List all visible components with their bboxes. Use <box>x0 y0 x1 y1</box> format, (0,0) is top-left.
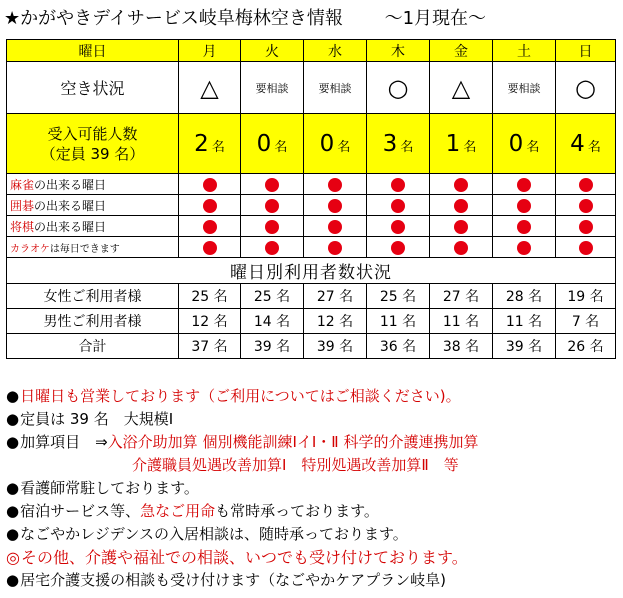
capacity-unit: 名 <box>526 139 540 155</box>
usage-cell: 39 名 <box>241 334 304 359</box>
capacity-cell <box>304 114 367 174</box>
day-header-row <box>7 40 616 62</box>
usage-cell: 12 名 <box>179 309 241 334</box>
availability-label: 空き状況 <box>7 62 179 114</box>
usage-cell: 25 名 <box>241 284 304 309</box>
available-dot-icon <box>454 178 468 192</box>
available-dot-icon <box>454 220 468 234</box>
note-additions: ●加算項目 ⇒入浴介助加算 個別機能訓練ⅠイⅠ・Ⅱ 科学的介護連携加算 <box>6 433 479 451</box>
day-cell: 水 <box>304 40 367 62</box>
note-sunday: ●日曜日も営業しております（ご利用についてはご相談ください)。 <box>6 387 461 405</box>
note-nurse: ●看護師常駐しております。 <box>6 479 199 497</box>
title-main: ★かがやきデイサービス岐阜梅林空き情報 <box>4 8 343 29</box>
activity-rest: は毎日できます <box>49 243 120 255</box>
usage-cell: 39 名 <box>493 334 556 359</box>
usage-cell: 11 名 <box>430 309 493 334</box>
activity-accent: 麻雀 <box>10 177 35 192</box>
available-dot-icon <box>579 220 593 234</box>
usage-cell: 26 名 <box>556 334 616 359</box>
capacity-number: 0 <box>508 130 524 157</box>
bullet-icon: ● <box>6 410 20 428</box>
available-dot-icon <box>391 199 405 213</box>
usage-cell: 7 名 <box>556 309 616 334</box>
activity-day-cell <box>493 237 556 258</box>
activity-day-cell <box>179 174 241 195</box>
activity-row <box>7 195 616 216</box>
activity-label <box>7 216 179 237</box>
activity-row <box>7 237 616 258</box>
activity-day-cell <box>179 237 241 258</box>
availability-cell: ○ <box>367 62 430 114</box>
available-dot-icon <box>328 241 342 255</box>
capacity-unit: 名 <box>274 139 288 155</box>
note-additions-cont: 介護職員処遇改善加算Ⅰ 特別処遇改善加算Ⅱ 等 <box>132 456 459 474</box>
activity-day-cell <box>241 195 304 216</box>
available-dot-icon <box>265 241 279 255</box>
capacity-unit: 名 <box>211 139 225 155</box>
availability-cell: △ <box>179 62 241 114</box>
available-dot-icon <box>203 199 217 213</box>
activity-day-cell <box>430 174 493 195</box>
day-cell: 木 <box>367 40 430 62</box>
available-dot-icon <box>391 241 405 255</box>
capacity-unit: 名 <box>463 139 477 155</box>
usage-label: 合計 <box>7 334 179 359</box>
activity-day-cell <box>430 237 493 258</box>
capacity-label <box>7 114 179 174</box>
capacity-number: 0 <box>319 130 335 157</box>
activity-day-cell <box>430 216 493 237</box>
capacity-cell <box>493 114 556 174</box>
day-cell: 月 <box>179 40 241 62</box>
activity-day-cell <box>367 237 430 258</box>
bullet-icon: ● <box>6 433 20 451</box>
usage-cell: 27 名 <box>430 284 493 309</box>
bullet-icon: ● <box>6 479 20 497</box>
usage-row <box>7 309 616 334</box>
capacity-number: 1 <box>445 130 461 157</box>
activity-day-cell <box>493 195 556 216</box>
availability-cell: 要相談 <box>493 62 556 114</box>
notes-list <box>6 385 618 592</box>
usage-cell: 27 名 <box>304 284 367 309</box>
title-subtitle: 〜1月現在〜 <box>384 8 487 29</box>
activity-label <box>7 237 179 258</box>
capacity-cell <box>241 114 304 174</box>
usage-row <box>7 284 616 309</box>
capacity-cell <box>556 114 616 174</box>
available-dot-icon <box>328 178 342 192</box>
page-title <box>4 4 486 34</box>
usage-cell: 11 名 <box>367 309 430 334</box>
available-dot-icon <box>203 241 217 255</box>
available-dot-icon <box>203 220 217 234</box>
bullet-icon: ● <box>6 571 20 589</box>
activity-day-cell <box>179 216 241 237</box>
available-dot-icon <box>454 241 468 255</box>
usage-cell: 25 名 <box>367 284 430 309</box>
bullet-icon: ● <box>6 502 20 520</box>
day-header-label: 曜日 <box>7 40 179 62</box>
activity-day-cell <box>556 237 616 258</box>
capacity-cell <box>430 114 493 174</box>
capacity-number: 0 <box>256 130 272 157</box>
ring-icon: ◎ <box>6 548 20 567</box>
available-dot-icon <box>579 241 593 255</box>
note-stay: ●宿泊サービス等、急なご用命も常時承っております。 <box>6 502 379 520</box>
activity-rest: の出来る曜日 <box>34 198 107 213</box>
activity-day-cell <box>304 237 367 258</box>
activity-row <box>7 216 616 237</box>
activity-label <box>7 174 179 195</box>
activity-day-cell <box>304 195 367 216</box>
activity-label <box>7 195 179 216</box>
day-cell: 日 <box>556 40 616 62</box>
usage-row <box>7 334 616 359</box>
activity-day-cell <box>179 195 241 216</box>
capacity-label-line1: 受入可能人数 <box>47 124 138 143</box>
availability-table <box>6 39 616 359</box>
activity-day-cell <box>493 216 556 237</box>
capacity-label-line2: （定員 39 名） <box>40 144 145 163</box>
activity-accent: 将棋 <box>10 219 35 234</box>
usage-cell: 39 名 <box>304 334 367 359</box>
usage-title: 曜日別利用者数状況 <box>7 258 616 284</box>
activity-day-cell <box>367 174 430 195</box>
available-dot-icon <box>391 178 405 192</box>
capacity-number: 2 <box>194 130 209 157</box>
availability-cell: 要相談 <box>241 62 304 114</box>
available-dot-icon <box>517 178 531 192</box>
bullet-icon: ● <box>6 525 20 543</box>
note-residence: ●なごやかレジデンスの入居相談は、随時承っております。 <box>6 525 408 543</box>
availability-cell: 要相談 <box>304 62 367 114</box>
usage-cell: 38 名 <box>430 334 493 359</box>
activity-day-cell <box>430 195 493 216</box>
activity-day-cell <box>241 216 304 237</box>
activity-day-cell <box>304 174 367 195</box>
capacity-number: 3 <box>382 130 398 157</box>
activity-day-cell <box>241 174 304 195</box>
usage-cell: 14 名 <box>241 309 304 334</box>
availability-cell: △ <box>430 62 493 114</box>
note-capacity: ●定員は 39 名 大規模Ⅰ <box>6 410 174 428</box>
capacity-unit: 名 <box>337 139 351 155</box>
day-cell: 土 <box>493 40 556 62</box>
available-dot-icon <box>517 241 531 255</box>
usage-cell: 36 名 <box>367 334 430 359</box>
capacity-row <box>7 114 616 174</box>
usage-title-row <box>7 258 616 284</box>
available-dot-icon <box>265 220 279 234</box>
activity-day-cell <box>367 216 430 237</box>
capacity-cell <box>179 114 241 174</box>
activity-day-cell <box>556 216 616 237</box>
activity-day-cell <box>367 195 430 216</box>
activity-rest: の出来る曜日 <box>34 177 107 192</box>
activity-day-cell <box>556 195 616 216</box>
day-cell: 金 <box>430 40 493 62</box>
activity-row <box>7 174 616 195</box>
availability-row <box>7 62 616 114</box>
note-care-plan: ●居宅介護支援の相談も受け付けます（なごやかケアプラン岐阜) <box>6 571 446 589</box>
available-dot-icon <box>391 220 405 234</box>
available-dot-icon <box>328 220 342 234</box>
available-dot-icon <box>517 220 531 234</box>
capacity-number: 4 <box>570 130 585 157</box>
usage-cell: 12 名 <box>304 309 367 334</box>
usage-cell: 28 名 <box>493 284 556 309</box>
usage-cell: 19 名 <box>556 284 616 309</box>
available-dot-icon <box>454 199 468 213</box>
availability-cell: ○ <box>556 62 616 114</box>
available-dot-icon <box>265 178 279 192</box>
usage-label: 男性ご利用者様 <box>7 309 179 334</box>
activity-day-cell <box>241 237 304 258</box>
available-dot-icon <box>517 199 531 213</box>
capacity-unit: 名 <box>587 139 601 155</box>
activity-day-cell <box>304 216 367 237</box>
capacity-unit: 名 <box>400 139 414 155</box>
usage-cell: 25 名 <box>179 284 241 309</box>
available-dot-icon <box>579 199 593 213</box>
activity-day-cell <box>493 174 556 195</box>
available-dot-icon <box>265 199 279 213</box>
available-dot-icon <box>579 178 593 192</box>
available-dot-icon <box>203 178 217 192</box>
usage-cell: 37 名 <box>179 334 241 359</box>
usage-label: 女性ご利用者様 <box>7 284 179 309</box>
activity-day-cell <box>556 174 616 195</box>
activity-accent: 囲碁 <box>10 198 35 213</box>
usage-cell: 11 名 <box>493 309 556 334</box>
activity-rest: の出来る曜日 <box>34 219 107 234</box>
day-cell: 火 <box>241 40 304 62</box>
activity-accent: カラオケ <box>10 243 50 255</box>
note-consult: ◎その他、介護や福祉での相談、いつでも受け付けております。 <box>6 548 468 567</box>
bullet-icon: ● <box>6 387 20 405</box>
available-dot-icon <box>328 199 342 213</box>
capacity-cell <box>367 114 430 174</box>
